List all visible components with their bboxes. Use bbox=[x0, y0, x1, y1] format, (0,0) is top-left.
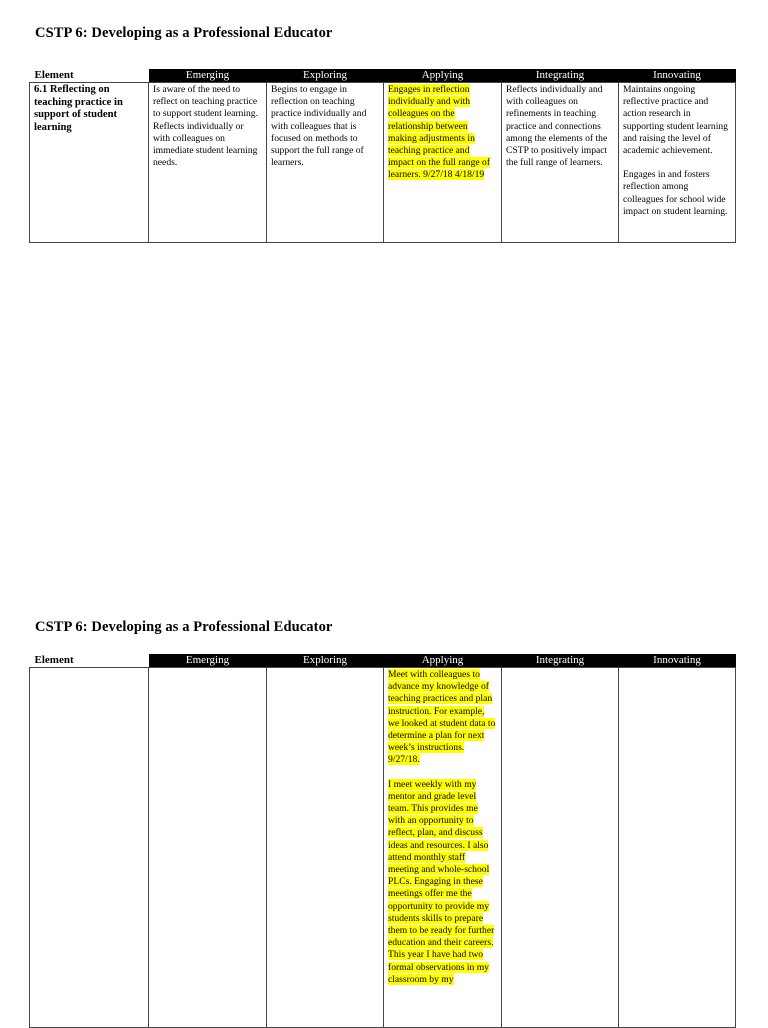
header-innovating: Innovating bbox=[619, 69, 736, 83]
highlighted-text: Engages in reflection individually and with colleagues on the relationship between making adjustments in teaching practice and impact on the full range of learners. 9/27/18 4/18/19 bbox=[388, 84, 491, 181]
page-title-2: CSTP 6: Developing as a Professional Educator bbox=[35, 619, 333, 635]
header-innovating: Innovating bbox=[619, 654, 736, 668]
header-integrating: Integrating bbox=[502, 654, 619, 668]
innovating-cell bbox=[619, 668, 736, 1028]
integrating-cell bbox=[502, 668, 619, 1028]
applying-cell bbox=[384, 668, 502, 1028]
applying-paragraph-2: I meet weekly with my mentor and grade level team. This provides me with an opportunity to reflect, plan, and discuss ideas and resources. I also attend monthly staff meeting and whole-school PLCs. Engaging in these meetings offer me the opportunity to provide my students skills to prepare them to be ready for further education and their careers. This year I have had two formal observations in my classroom by my bbox=[388, 778, 495, 985]
header-row bbox=[30, 654, 736, 668]
innovating-paragraph-1: Maintains ongoing reflective practice and action research in supporting student learning and raising the level of academic achievement. bbox=[623, 84, 728, 157]
header-row bbox=[30, 69, 736, 83]
header-applying: Applying bbox=[384, 69, 502, 83]
header-exploring: Exploring bbox=[267, 654, 384, 668]
header-element: Element bbox=[30, 69, 149, 83]
header-applying: Applying bbox=[384, 654, 502, 668]
header-element: Element bbox=[30, 654, 149, 668]
applying-paragraph-1: Meet with colleagues to advance my knowledge of teaching practices and plan instruction. For example, we looked at student data to determine a plan for next week’s instructions. 9/27/18. bbox=[388, 669, 496, 766]
element-cell: 6.1 Reflecting on teaching practice in support of student learning bbox=[30, 83, 149, 243]
table-row bbox=[30, 668, 736, 1028]
emerging-cell: Is aware of the need to reflect on teaching practice to support student learning. Reflects individually or with colleagues on immediate student learning needs. bbox=[149, 83, 267, 243]
emerging-cell bbox=[149, 668, 267, 1028]
header-emerging: Emerging bbox=[149, 69, 267, 83]
page-title: CSTP 6: Developing as a Professional Educator bbox=[35, 25, 333, 41]
integrating-cell: Reflects individually and with colleagues on refinements in teaching practice and connections among the elements of the CSTP to positively impact the full range of learners. bbox=[502, 83, 619, 243]
table-row bbox=[30, 83, 736, 243]
header-emerging: Emerging bbox=[149, 654, 267, 668]
innovating-paragraph-2: Engages in and fosters reflection among colleagues for school wide impact on student learning. bbox=[623, 169, 728, 217]
innovating-cell bbox=[619, 83, 736, 243]
exploring-cell bbox=[267, 668, 384, 1028]
cstp-table bbox=[29, 69, 736, 243]
cstp-table-2 bbox=[29, 654, 736, 1028]
element-cell bbox=[30, 668, 149, 1028]
header-integrating: Integrating bbox=[502, 69, 619, 83]
applying-cell bbox=[384, 83, 502, 243]
header-exploring: Exploring bbox=[267, 69, 384, 83]
exploring-cell: Begins to engage in reflection on teaching practice individually and with colleagues that is focused on methods to support the full range of learners. bbox=[267, 83, 384, 243]
